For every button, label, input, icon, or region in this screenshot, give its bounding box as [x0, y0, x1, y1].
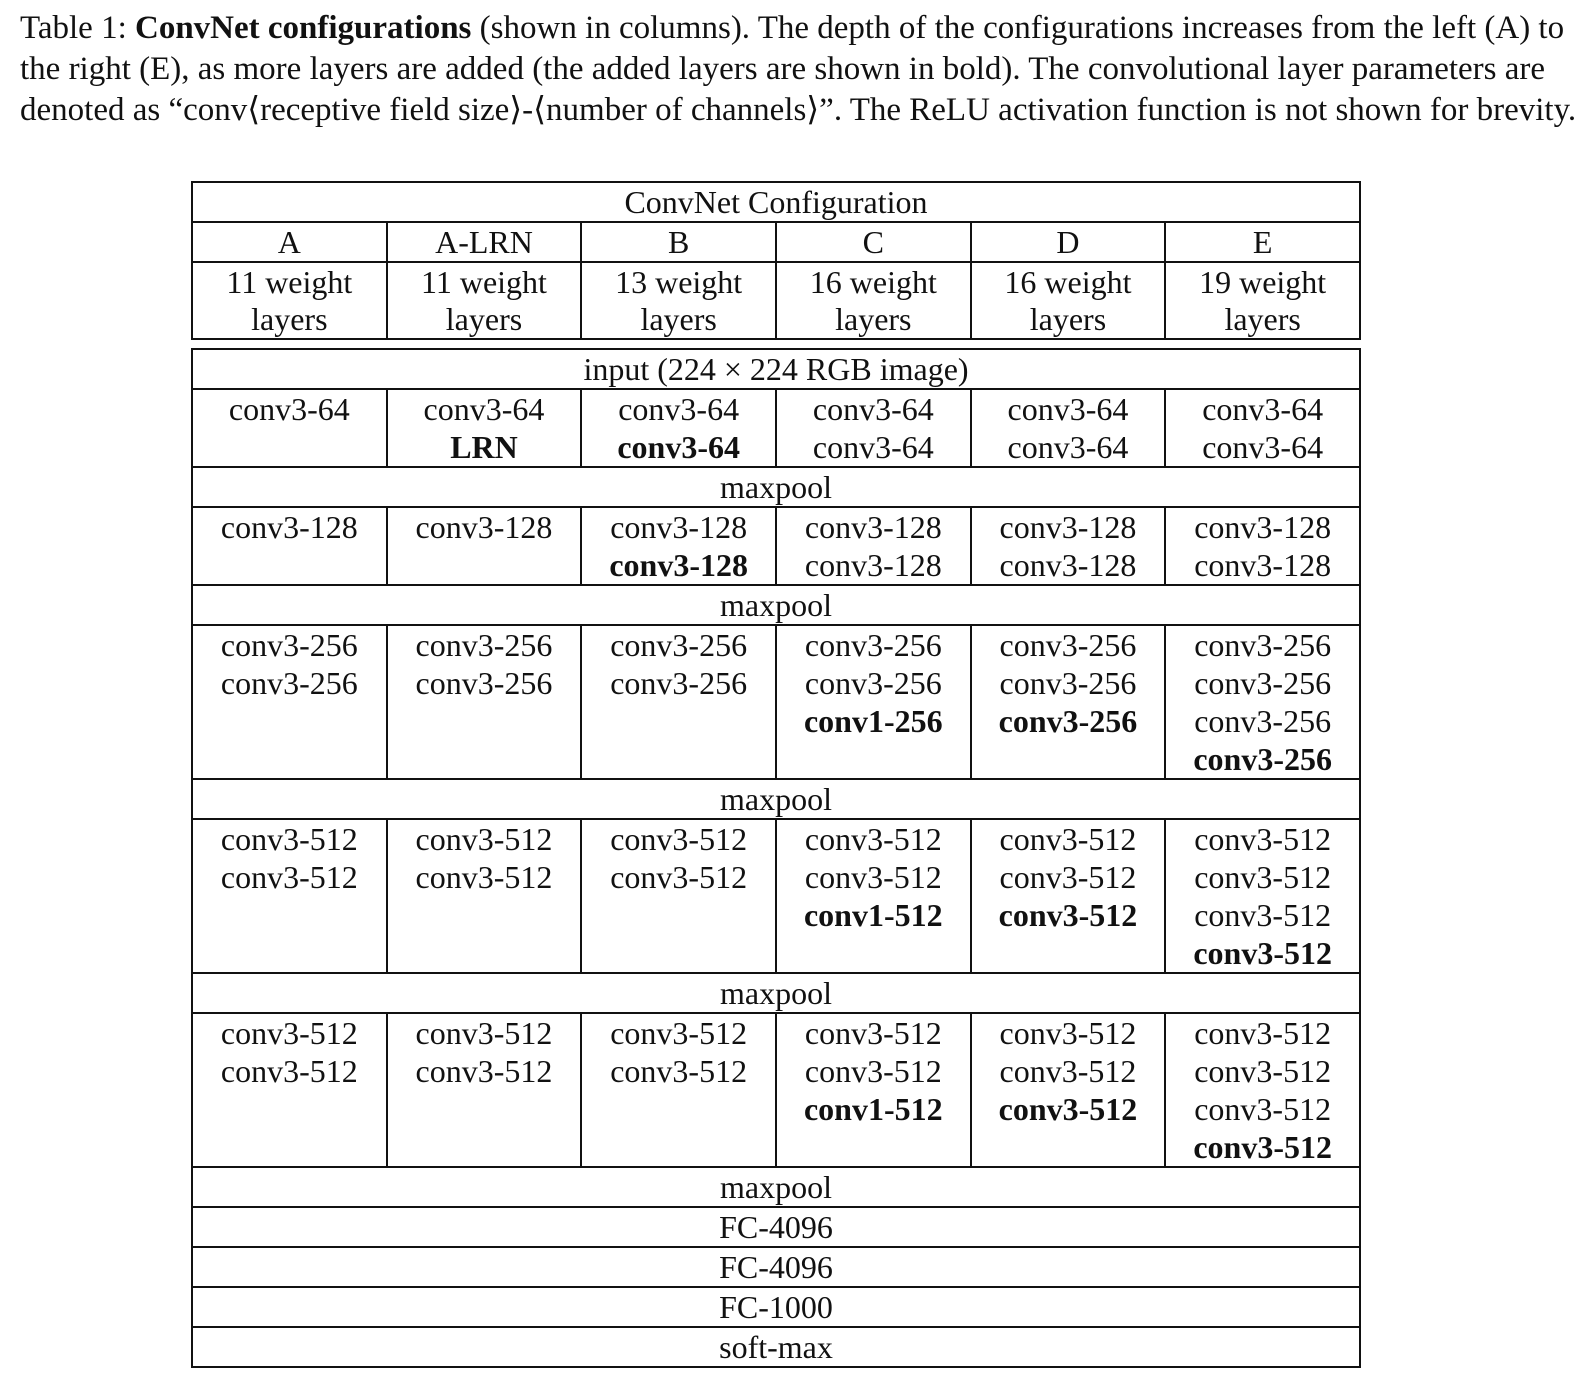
- layer-cell: [387, 1013, 582, 1167]
- added-layer: conv1-512: [803, 897, 943, 933]
- layer: conv3-128: [999, 547, 1137, 583]
- layer-block-row: [192, 507, 1360, 585]
- layer: conv3-512: [610, 821, 748, 857]
- layer-cell: [776, 819, 971, 973]
- layer: conv3-128: [1194, 547, 1332, 583]
- column-description-line: layers: [835, 301, 912, 337]
- layer-cell: [192, 507, 387, 585]
- layer-cell: [1165, 625, 1360, 779]
- layer-cell: [1165, 507, 1360, 585]
- added-layer: conv3-512: [998, 897, 1138, 933]
- header-title: ConvNet Configuration: [192, 182, 1360, 222]
- layer: conv3-512: [1194, 821, 1332, 857]
- layer-cell: [1165, 1013, 1360, 1167]
- layer: conv3-256: [415, 627, 553, 663]
- column-name: A: [192, 222, 387, 262]
- layer-cell: [971, 1013, 1166, 1167]
- column-description: [971, 262, 1166, 339]
- column-description-line: 13 weight: [615, 264, 743, 300]
- column-description: [581, 262, 776, 339]
- layer-block-row: [192, 625, 1360, 779]
- layer-cell: [192, 819, 387, 973]
- layer: conv3-256: [1194, 703, 1332, 739]
- layer: conv3-512: [999, 1053, 1137, 1089]
- column-description-line: 11 weight: [226, 264, 353, 300]
- layer: conv3-256: [804, 627, 942, 663]
- layer-cell: [1165, 819, 1360, 973]
- layer-cell: [971, 507, 1166, 585]
- classifier-row: FC-4096: [192, 1247, 1360, 1287]
- layer: conv3-512: [804, 1053, 942, 1089]
- column-name: E: [1165, 222, 1360, 262]
- column-description: [776, 262, 971, 339]
- layer: conv3-64: [1202, 429, 1324, 465]
- layer: conv3-512: [415, 1015, 553, 1051]
- layer-cell: [776, 389, 971, 467]
- added-layer: conv3-512: [1193, 1129, 1332, 1165]
- column-description-line: layers: [640, 301, 717, 337]
- layer: conv3-256: [220, 665, 358, 701]
- layer: conv3-512: [804, 821, 942, 857]
- caption-text: (shown in columns). The depth of the configurations increases from the left (A) to the right (E), as more layers are added (the added layers are shown in bold). The convolutional layer parameters are denoted as “conv⟨receptive field size⟩-⟨number of channels⟩”. The ReLU activation function is not shown for brevity.: [20, 10, 1577, 128]
- column-description-line: layers: [1029, 301, 1107, 337]
- layer: conv3-512: [999, 1015, 1137, 1051]
- layer: conv3-64: [1202, 391, 1324, 427]
- layer: conv3-128: [610, 509, 748, 545]
- layer: conv3-512: [415, 821, 553, 857]
- added-layer: conv3-256: [1193, 741, 1332, 777]
- layer-block-row: [192, 1013, 1360, 1167]
- layer-cell: [387, 819, 582, 973]
- column-description: [387, 262, 582, 339]
- layer-cell: [387, 389, 582, 467]
- layer: conv3-64: [423, 391, 545, 427]
- layer-cell: [387, 625, 582, 779]
- added-layer: conv3-128: [609, 547, 748, 583]
- layer: conv3-64: [1007, 391, 1129, 427]
- layer: conv3-256: [1194, 665, 1332, 701]
- layer: conv3-512: [610, 1053, 748, 1089]
- layer: conv3-512: [999, 821, 1137, 857]
- layer: conv3-128: [999, 509, 1137, 545]
- layer-cell: [971, 819, 1166, 973]
- layer-block-row: [192, 389, 1360, 467]
- column-description-line: 11 weight: [421, 264, 547, 300]
- layer-cell: [581, 507, 776, 585]
- input-row: input (224 × 224 RGB image): [192, 349, 1360, 389]
- added-layer: conv3-512: [998, 1091, 1138, 1127]
- layer-cell: [192, 1013, 387, 1167]
- layer: conv3-256: [610, 627, 748, 663]
- layer: conv3-512: [1194, 1053, 1332, 1089]
- column-description-line: layers: [445, 301, 523, 337]
- layer: conv3-512: [804, 1015, 942, 1051]
- layer: conv3-512: [804, 859, 942, 895]
- layer: conv3-128: [804, 509, 942, 545]
- layer: conv3-512: [220, 1015, 358, 1051]
- column-name: D: [971, 222, 1166, 262]
- added-layer: conv3-64: [617, 429, 740, 465]
- layer-cell: [971, 389, 1166, 467]
- layer: conv3-64: [1007, 429, 1129, 465]
- layer-cell: [387, 507, 582, 585]
- layer: conv3-512: [1194, 897, 1332, 933]
- column-description: [192, 262, 387, 339]
- layer: conv3-512: [610, 1015, 748, 1051]
- layer: conv3-256: [999, 665, 1137, 701]
- layer: conv3-512: [220, 821, 358, 857]
- layer-block-row: [192, 819, 1360, 973]
- layer: conv3-256: [804, 665, 942, 701]
- layer-cell: [776, 625, 971, 779]
- layer: conv3-128: [220, 509, 358, 545]
- layer: conv3-256: [610, 665, 748, 701]
- maxpool-row: maxpool: [192, 779, 1360, 819]
- layer: conv3-256: [1194, 627, 1332, 663]
- layer: conv3-512: [999, 859, 1137, 895]
- layer-cell: [971, 625, 1166, 779]
- maxpool-row: maxpool: [192, 1167, 1360, 1207]
- added-layer: conv3-256: [998, 703, 1138, 739]
- layer-cell: [581, 819, 776, 973]
- layer-cell: [776, 1013, 971, 1167]
- configuration-body-table: [191, 348, 1361, 1368]
- layer-cell: [581, 389, 776, 467]
- layer: conv3-128: [415, 509, 553, 545]
- caption-label: Table 1:: [20, 10, 127, 46]
- added-layer: LRN: [450, 429, 518, 465]
- column-description-line: 16 weight: [809, 264, 937, 300]
- layer: conv3-512: [610, 859, 748, 895]
- layer: conv3-512: [415, 1053, 553, 1089]
- classifier-row: FC-1000: [192, 1287, 1360, 1327]
- column-name: B: [581, 222, 776, 262]
- layer: conv3-512: [1194, 859, 1332, 895]
- column-description-line: layers: [251, 301, 328, 337]
- layer-cell: [1165, 389, 1360, 467]
- column-name: C: [776, 222, 971, 262]
- classifier-row: FC-4096: [192, 1207, 1360, 1247]
- column-description: [1165, 262, 1360, 339]
- layer: conv3-128: [1194, 509, 1332, 545]
- configuration-header-table: [191, 181, 1361, 340]
- layer-cell: [776, 507, 971, 585]
- layer: conv3-128: [804, 547, 942, 583]
- maxpool-row: maxpool: [192, 973, 1360, 1013]
- layer: conv3-64: [812, 429, 934, 465]
- column-description-line: 16 weight: [1004, 264, 1132, 300]
- added-layer: conv1-512: [803, 1091, 943, 1127]
- layer: conv3-256: [999, 627, 1137, 663]
- column-name: A-LRN: [387, 222, 582, 262]
- layer-cell: [581, 625, 776, 779]
- classifier-row: soft-max: [192, 1327, 1360, 1367]
- layer: conv3-256: [220, 627, 358, 663]
- column-description-line: layers: [1224, 301, 1301, 337]
- layer: conv3-512: [220, 859, 358, 895]
- layer: conv3-512: [415, 859, 553, 895]
- layer: conv3-512: [1194, 1015, 1332, 1051]
- caption-title: ConvNet configurations: [134, 10, 472, 46]
- table-caption: [20, 8, 1580, 131]
- layer: conv3-256: [415, 665, 553, 701]
- layer: conv3-64: [228, 391, 350, 427]
- added-layer: conv1-256: [803, 703, 943, 739]
- layer-cell: [192, 625, 387, 779]
- maxpool-row: maxpool: [192, 467, 1360, 507]
- layer-cell: [192, 389, 387, 467]
- added-layer: conv3-512: [1193, 935, 1332, 971]
- maxpool-row: maxpool: [192, 585, 1360, 625]
- column-description-line: 19 weight: [1199, 264, 1327, 300]
- layer: conv3-512: [220, 1053, 358, 1089]
- layer: conv3-512: [1194, 1091, 1332, 1127]
- layer-cell: [581, 1013, 776, 1167]
- layer: conv3-64: [812, 391, 934, 427]
- layer: conv3-64: [618, 391, 740, 427]
